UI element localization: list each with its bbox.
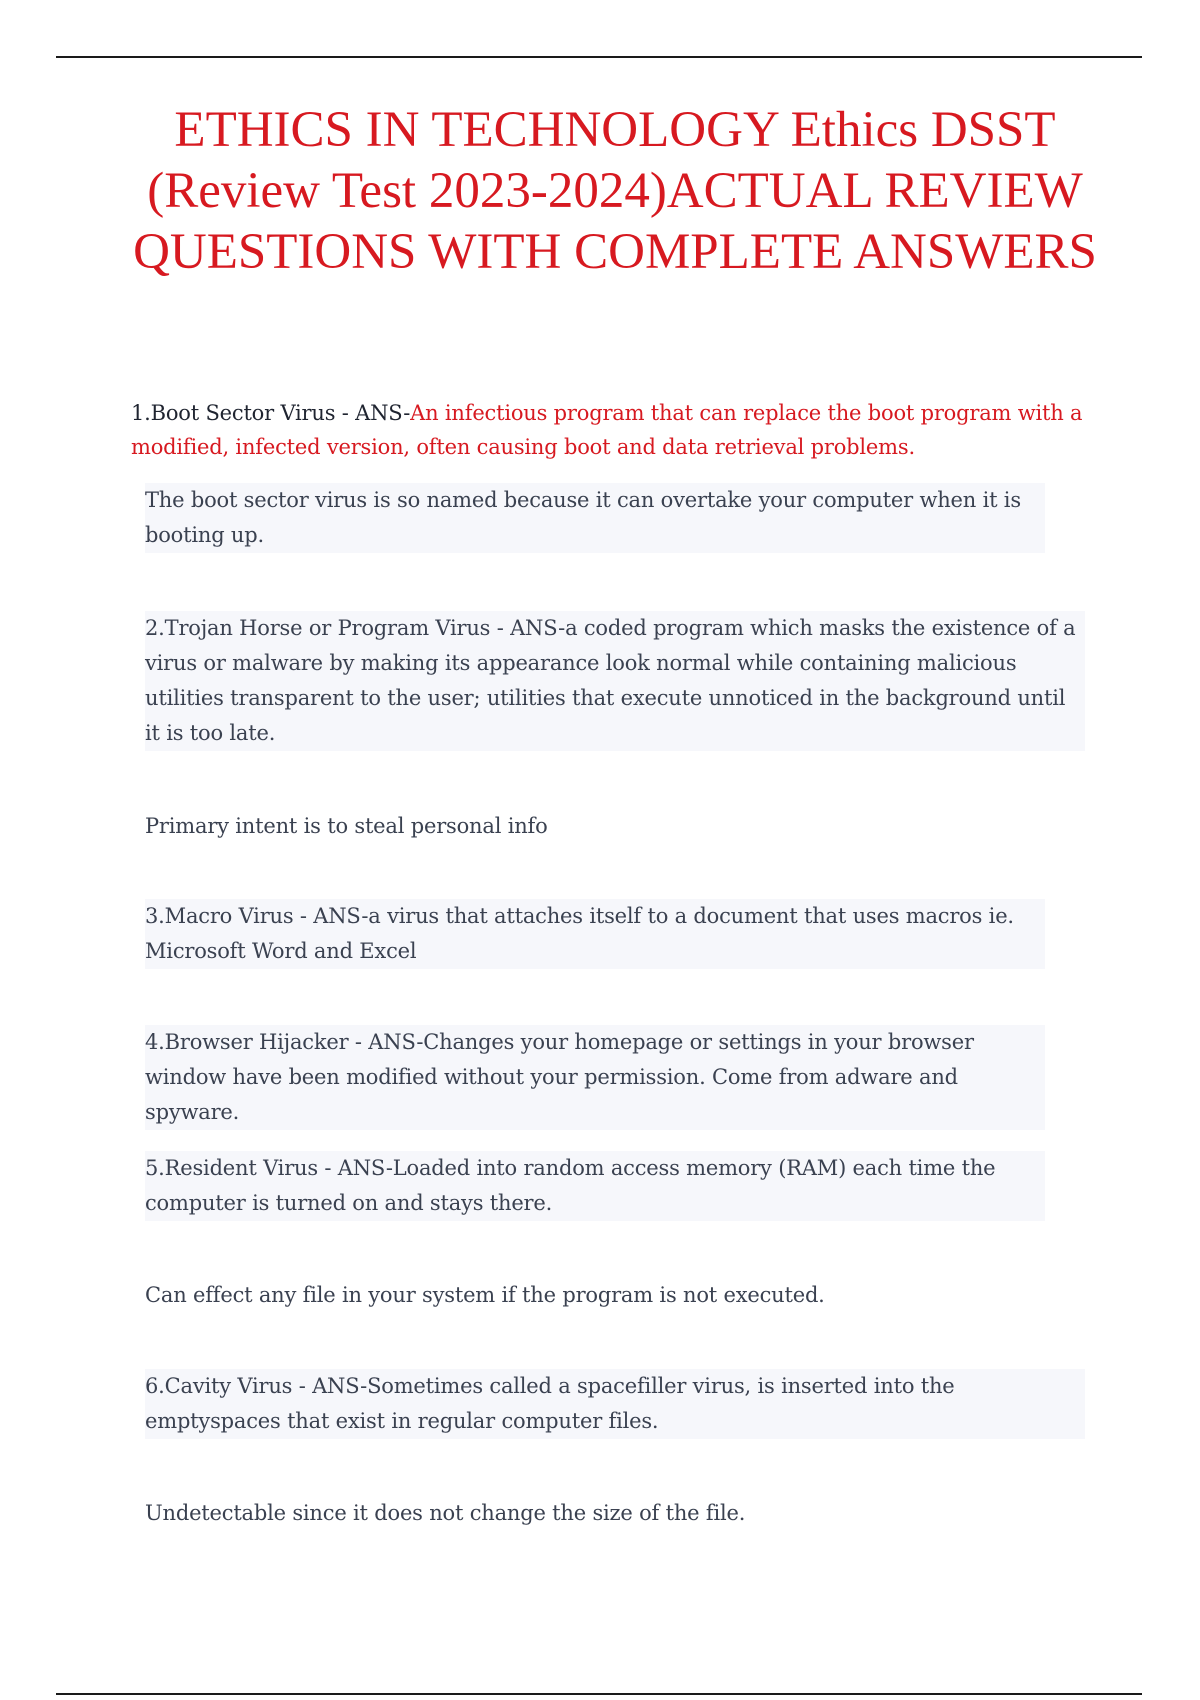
entry-note: The boot sector virus is so named because it can overtake your computer when it is booting up. [145, 483, 1045, 553]
entry-term: 1.Boot Sector Virus - ANS- [131, 401, 411, 425]
entry-boot-sector-virus [131, 396, 1091, 464]
entry-macro-virus: 3.Macro Virus - ANS-a virus that attaches itself to a document that uses macros ie. Microsoft Word and Excel [145, 899, 1045, 969]
document-title: ETHICS IN TECHNOLOGY Ethics DSST (Review Test 2023-2024)ACTUAL REVIEW QUESTIONS WITH COMPLETE ANSWERS [133, 102, 1097, 280]
entry-note: Can effect any file in your system if the program is not executed. [145, 1283, 825, 1307]
bottom-rule [56, 1693, 1142, 1695]
entry-browser-hijacker: 4.Browser Hijacker - ANS-Changes your homepage or settings in your browser window have been modified without your permission. Come from adware and spyware. [145, 1025, 1045, 1130]
entry-cavity-virus: 6.Cavity Virus - ANS-Sometimes called a spacefiller virus, is inserted into the emptyspaces that exist in regular computer files. [145, 1369, 1085, 1439]
entry-trojan-horse: 2.Trojan Horse or Program Virus - ANS-a coded program which masks the existence of a virus or malware by making its appearance look normal while containing malicious utilities transparent to the user; utilities that execute unnoticed in the background until it is too late. [145, 611, 1085, 751]
entry-note: Undetectable since it does not change the size of the file. [145, 1501, 746, 1525]
top-rule [56, 56, 1142, 58]
entry-resident-virus: 5.Resident Virus - ANS-Loaded into random access memory (RAM) each time the computer is turned on and stays there. [145, 1151, 1045, 1221]
entry-note: Primary intent is to steal personal info [145, 814, 548, 838]
entry-answer: An infectious program that can replace the boot program with a modified, infected version, often causing boot and data retrieval problems. [131, 401, 1083, 459]
